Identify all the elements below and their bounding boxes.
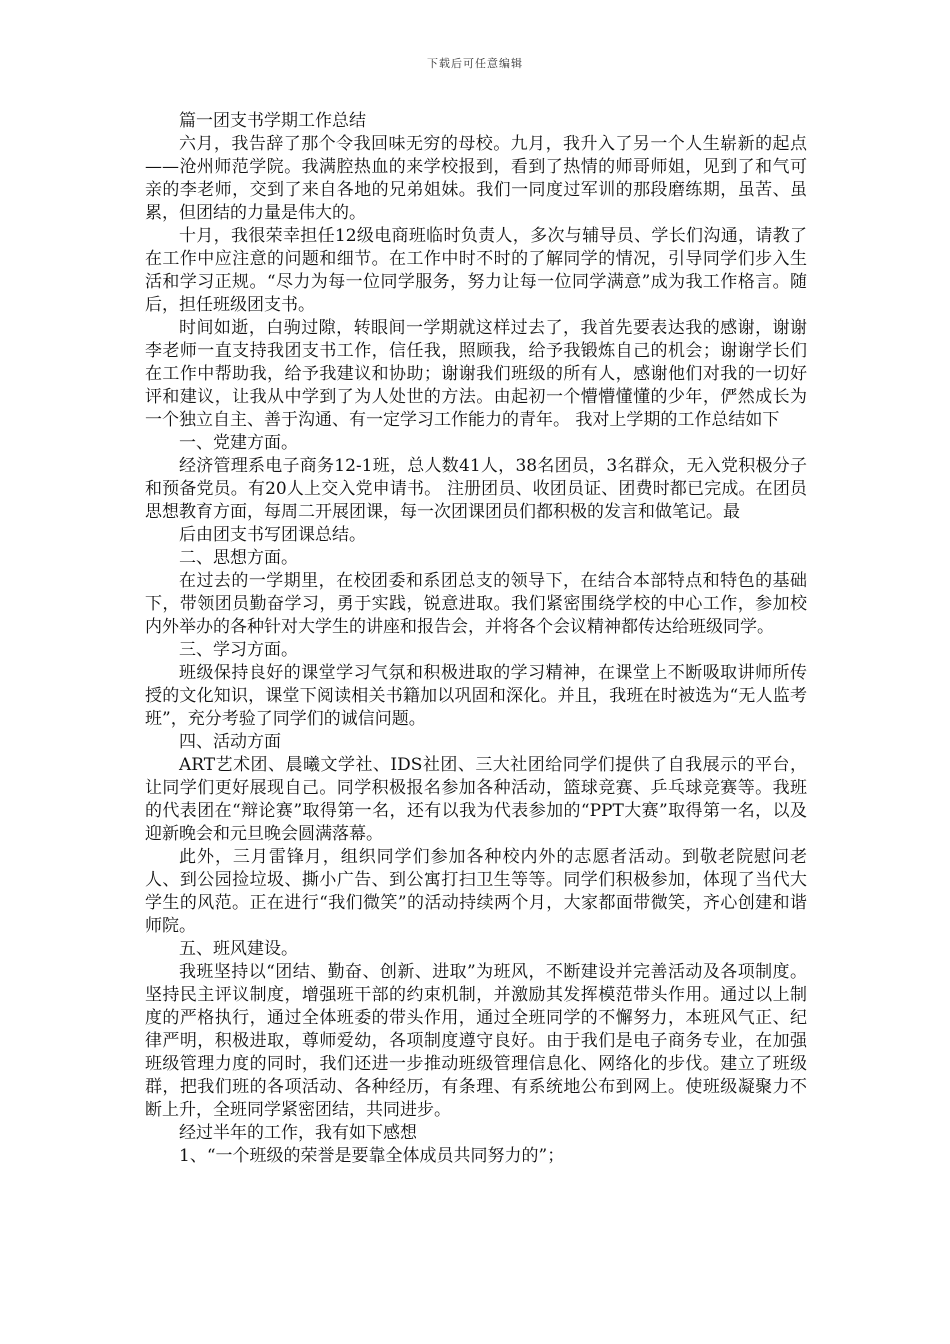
paragraph: ART艺术团、晨曦文学社、IDS社团、三大社团给同学们提供了自我展示的平台，让同学们更好展现自己。同学积极报名参加各种活动，篮球竞赛、乒乓球竞赛等。我班的代表团在“辩论赛”取得第一名，还有以我为代表参加的“PPT大赛”取得第一名，以及迎新晚会和元旦晚会圆满落幕。 bbox=[145, 755, 807, 844]
paragraph: 在过去的一学期里，在校团委和系团总支的领导下，在结合本部特点和特色的基础下，带领团员勤奋学习，勇于实践，锐意进取。我们紧密围绕学校的中心工作，参加校内外举办的各种针对大学生的讲座和报告会，并将各个会议精神都传达给班级同学。 bbox=[145, 571, 807, 637]
section-heading: 二、思想方面。 bbox=[179, 548, 298, 568]
section-heading: 五、班风建设。 bbox=[179, 939, 298, 959]
document-title: 篇一团支书学期工作总结 bbox=[179, 111, 366, 131]
paragraph: 经过半年的工作，我有如下感想 bbox=[179, 1123, 417, 1143]
paragraph: 此外，三月雷锋月，组织同学们参加各种校内外的志愿者活动。到敬老院慰问老人、到公园捡垃圾、撕小广告、到公寓打扫卫生等等。同学们积极参加，体现了当代大学生的风范。正在进行“我们微笑”的活动持续两个月，大家都面带微笑，齐心创建和谐师院。 bbox=[145, 847, 807, 936]
section-heading: 四、活动方面 bbox=[179, 732, 281, 752]
paragraph: 后由团支书写团课总结。 bbox=[179, 525, 366, 545]
paragraph: 班级保持良好的课堂学习气氛和积极进取的学习精神，在课堂上不断吸取讲师所传授的文化知识，课堂下阅读相关书籍加以巩固和深化。并且，我班在时被选为“无人监考班”，充分考验了同学们的诚信问题。 bbox=[145, 663, 807, 729]
paragraph: 六月，我告辞了那个令我回味无穷的母校。九月，我升入了另一个人生崭新的起点——沧州师范学院。我满腔热血的来学校报到，看到了热情的师哥师姐，见到了和气可亲的李老师，交到了来自各地的兄弟姐妹。我们一同度过军训的那段磨练期，虽苦、虽累，但团结的力量是伟大的。 bbox=[145, 134, 807, 223]
section-heading: 一、党建方面。 bbox=[179, 433, 298, 453]
paragraph: 我班坚持以“团结、勤奋、创新、进取”为班风，不断建设并完善活动及各项制度。坚持民主评议制度，增强班干部的约束机制，并激励其发挥模范带头作用。通过以上制度的严格执行，通过全体班委的带头作用，通过全班同学的不懈努力，本班风气正、纪律严明，积极进取，尊师爱幼，各项制度遵守良好。由于我们是电子商务专业，在加强班级管理力度的同时，我们还进一步推动班级管理信息化、网络化的步伐。建立了班级群，把我们班的各项活动、各种经历，有条理、有系统地公布到网上。使班级凝聚力不断上升，全班同学紧密团结，共同进步。 bbox=[145, 962, 807, 1120]
paragraph: 时间如逝，白驹过隙，转眼间一学期就这样过去了，我首先要表达我的感谢，谢谢李老师一直支持我团支书工作，信任我，照顾我，给予我锻炼自己的机会；谢谢学长们在工作中帮助我，给予我建议和协助；谢谢我们班级的所有人，感谢他们对我的一切好评和建议，让我从中学到了为人处世的方法。由起初一个懵懵懂懂的少年，俨然成长为一个独立自主、善于沟通、有一定学习工作能力的青年。 我对上学期的工作总结如下 bbox=[145, 318, 807, 430]
paragraph: 十月，我很荣幸担任12级电商班临时负责人，多次与辅导员、学长们沟通，请教了在工作中应注意的问题和细节。在工作中时不时的了解同学的情况，引导同学们步入生活和学习正规。“尽力为每一位同学服务，努力让每一位同学满意”成为我工作格言。随后，担任班级团支书。 bbox=[145, 226, 807, 315]
document-body bbox=[145, 110, 807, 1168]
paragraph: 1、“一个班级的荣誉是要靠全体成员共同努力的”； bbox=[179, 1146, 565, 1166]
section-heading: 三、学习方面。 bbox=[179, 640, 298, 660]
header-note: 下载后可任意编辑 bbox=[427, 57, 523, 70]
paragraph: 经济管理系电子商务12-1班，总人数41人，38名团员，3名群众，无入党积极分子和预备党员。有20人上交入党申请书。 注册团员、收团员证、团费时都已完成。在团员思想教育方面，每周二开展团课，每一次团课团员们都积极的发言和做笔记。最 bbox=[145, 456, 807, 522]
